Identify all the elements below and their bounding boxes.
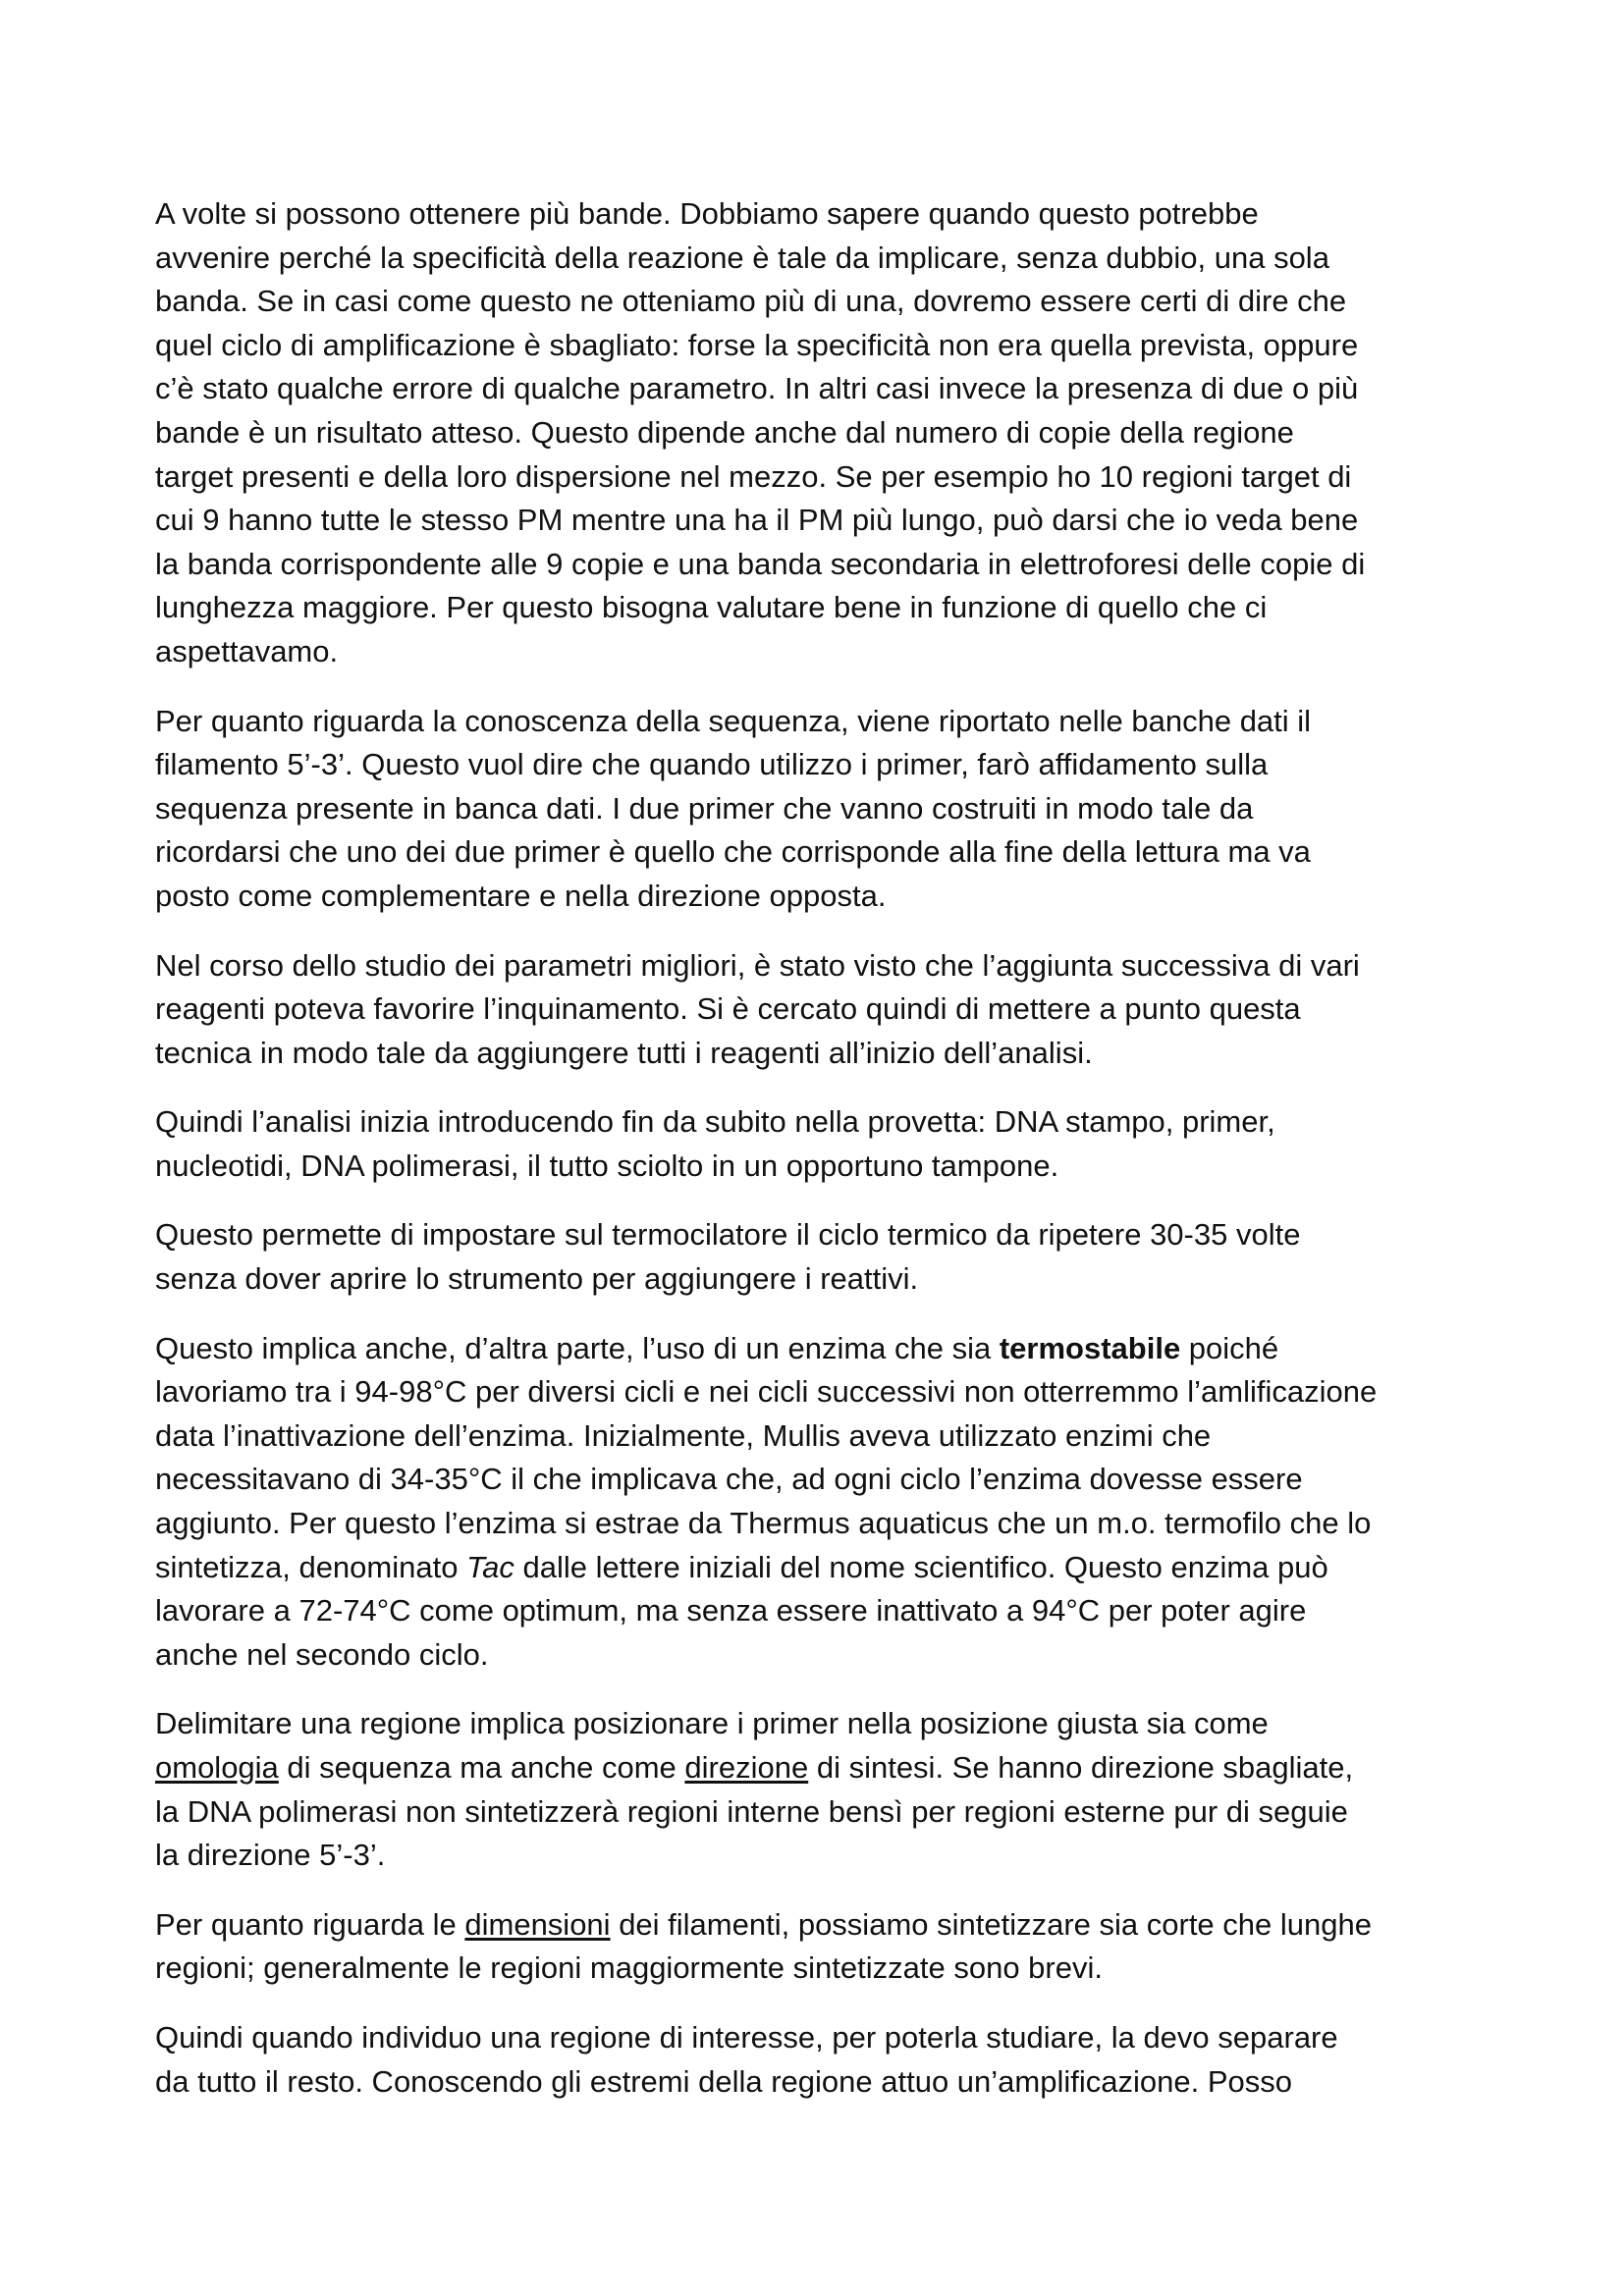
bold-term: termostabile: [999, 1330, 1181, 1365]
text-line: [155, 1502, 1490, 1546]
paragraph: [155, 1327, 1490, 1678]
text-run: Quindi l’analisi inizia introducendo fin da subito nella provetta: DNA stampo, primer,: [155, 1104, 1275, 1140]
text-line: [155, 237, 1490, 281]
text-line: [155, 1589, 1490, 1633]
text-run: lavorare a 72-74°C come optimum, ma senza essere inattivato a 94°C per poter agire: [155, 1593, 1307, 1629]
text-line: [155, 830, 1490, 875]
text-run: Delimitare una regione implica posizionare i primer nella posizione giusta sia come: [155, 1706, 1269, 1741]
text-run: nucleotidi, DNA polimerasi, il tutto sciolto in un opportuno tampone.: [155, 1148, 1059, 1183]
text-line: [155, 192, 1490, 237]
document-page: [155, 192, 1490, 2129]
paragraph: [155, 944, 1490, 1076]
text-line: [155, 1633, 1490, 1678]
text-run: Questo implica anche, d’altra parte, l’uso di un enzima che sia: [155, 1330, 1000, 1365]
text-run: Per quanto riguarda la conoscenza della sequenza, viene riportato nelle banche dati il: [155, 703, 1312, 738]
text-line: [155, 1370, 1490, 1415]
underlined-term: direzione: [684, 1750, 809, 1785]
text-run: da tutto il resto. Conoscendo gli estremi della regione attuo un’amplificazione. Posso: [155, 2063, 1292, 2099]
text-line: [155, 411, 1490, 455]
text-line: [155, 2060, 1490, 2105]
text-line: [155, 499, 1490, 543]
underlined-term: dimensioni: [464, 1906, 611, 1942]
text-line: [155, 1834, 1490, 1878]
text-run: senza dover aprire lo strumento per aggiungere i reattivi.: [155, 1261, 919, 1297]
text-run: quel ciclo di amplificazione è sbagliato: forse la specificità non era quella prevista, oppure: [155, 327, 1359, 362]
text-run: ricordarsi che uno dei due primer è quello che corrisponde alla fine della lettura ma va: [155, 834, 1311, 870]
text-run: la direzione 5’-3’.: [155, 1838, 386, 1873]
text-run: necessitavano di 34-35°C il che implicava che, ad ogni ciclo l’enzima dovesse essere: [155, 1462, 1303, 1497]
text-line: [155, 700, 1490, 744]
text-run: c’è stato qualche errore di qualche parametro. In altri casi invece la presenza di due o più: [155, 371, 1359, 406]
text-run: Questo permette di impostare sul termocilatore il ciclo termico da ripetere 30-35 volte: [155, 1217, 1301, 1253]
text-run: filamento 5’-3’. Questo vuol dire che quando utilizzo i primer, farò affidamento sulla: [155, 747, 1269, 782]
text-run: bande è un risultato atteso. Questo dipende anche dal numero di copie della regione: [155, 414, 1294, 450]
text-line: [155, 944, 1490, 988]
text-run: lunghezza maggiore. Per questo bisogna valutare bene in funzione di quello che ci: [155, 590, 1268, 625]
text-run: reagenti poteva favorire l’inquinamento. Si è cercato quindi di mettere a punto questa: [155, 991, 1301, 1027]
text-run: target presenti e della loro dispersione nel mezzo. Se per esempio ho 10 regioni target di: [155, 458, 1352, 494]
text-line: [155, 1032, 1490, 1076]
text-line: [155, 586, 1490, 630]
text-run: poiché: [1180, 1330, 1279, 1365]
text-run: anche nel secondo ciclo.: [155, 1636, 489, 1672]
text-line: [155, 1327, 1490, 1371]
text-line: [155, 1702, 1490, 1746]
paragraph: [155, 192, 1490, 674]
underlined-term: omologia: [155, 1750, 279, 1785]
text-run: dei filamenti, possiamo sintetizzare sia corte che lunghe: [610, 1906, 1372, 1942]
text-line: [155, 367, 1490, 411]
paragraph: [155, 700, 1490, 919]
text-line: [155, 875, 1490, 919]
text-line: [155, 630, 1490, 674]
text-run: dalle lettere iniziali del nome scientifico. Questo enzima può: [514, 1549, 1328, 1584]
text-line: [155, 280, 1490, 324]
text-line: [155, 1947, 1490, 1991]
text-line: [155, 324, 1490, 368]
paragraph: [155, 1903, 1490, 1991]
text-run: avvenire perché la specificità della reazione è tale da implicare, senza dubbio, una sola: [155, 240, 1329, 275]
text-run: aggiunto. Per questo l’enzima si estrae da Thermus aquaticus che un m.o. termofilo che lo: [155, 1506, 1372, 1541]
text-run: banda. Se in casi come questo ne otteniamo più di una, dovremo essere certi di dire che: [155, 284, 1347, 319]
text-line: [155, 988, 1490, 1032]
text-line: [155, 787, 1490, 831]
text-line: [155, 543, 1490, 587]
text-run: Nel corso dello studio dei parametri migliori, è stato visto che l’aggiunta successiva di vari: [155, 947, 1360, 983]
paragraph: [155, 2016, 1490, 2104]
text-run: Quindi quando individuo una regione di interesse, per poterla studiare, la devo separare: [155, 2019, 1338, 2055]
text-line: [155, 1145, 1490, 1189]
text-line: [155, 455, 1490, 500]
text-run: sintetizza, denominato: [155, 1549, 467, 1584]
italic-term: Tac: [466, 1549, 514, 1584]
text-line: [155, 1903, 1490, 1948]
text-run: aspettavamo.: [155, 633, 339, 668]
text-run: sequenza presente in banca dati. I due primer che vanno costruiti in modo tale da: [155, 790, 1254, 826]
text-run: regioni; generalmente le regioni maggiormente sintetizzate sono brevi.: [155, 1950, 1103, 1986]
text-line: [155, 1546, 1490, 1590]
paragraph: [155, 1702, 1490, 1877]
text-line: [155, 2016, 1490, 2060]
text-line: [155, 1415, 1490, 1459]
text-run: data l’inattivazione dell’enzima. Inizialmente, Mullis aveva utilizzato enzimi che: [155, 1417, 1212, 1453]
paragraph: [155, 1213, 1490, 1301]
text-line: [155, 1458, 1490, 1502]
text-line: [155, 1213, 1490, 1257]
text-line: [155, 1100, 1490, 1145]
text-line: [155, 1257, 1490, 1302]
text-run: A volte si possono ottenere più bande. Dobbiamo sapere quando questo potrebbe: [155, 196, 1259, 231]
text-run: Per quanto riguarda le: [155, 1906, 465, 1942]
text-run: tecnica in modo tale da aggiungere tutti i reagenti all’inizio dell’analisi.: [155, 1035, 1093, 1070]
text-run: la DNA polimerasi non sintetizzerà regioni interne bensì per regioni esterne pur di seguie: [155, 1793, 1348, 1829]
text-run: posto come complementare e nella direzione opposta.: [155, 878, 887, 913]
text-run: di sintesi. Se hanno direzione sbagliate,: [808, 1750, 1354, 1785]
text-run: cui 9 hanno tutte le stesso PM mentre una ha il PM più lungo, può darsi che io veda bene: [155, 503, 1359, 538]
text-run: la banda corrispondente alle 9 copie e una banda secondaria in elettroforesi delle copie di: [155, 546, 1366, 581]
text-line: [155, 1790, 1490, 1835]
paragraph: [155, 1100, 1490, 1188]
text-line: [155, 743, 1490, 787]
text-run: lavoriamo tra i 94-98°C per diversi cicli e nei cicli successivi non otterremmo l’amlificazione: [155, 1374, 1378, 1410]
text-run: di sequenza ma anche come: [278, 1750, 685, 1785]
text-line: [155, 1746, 1490, 1790]
